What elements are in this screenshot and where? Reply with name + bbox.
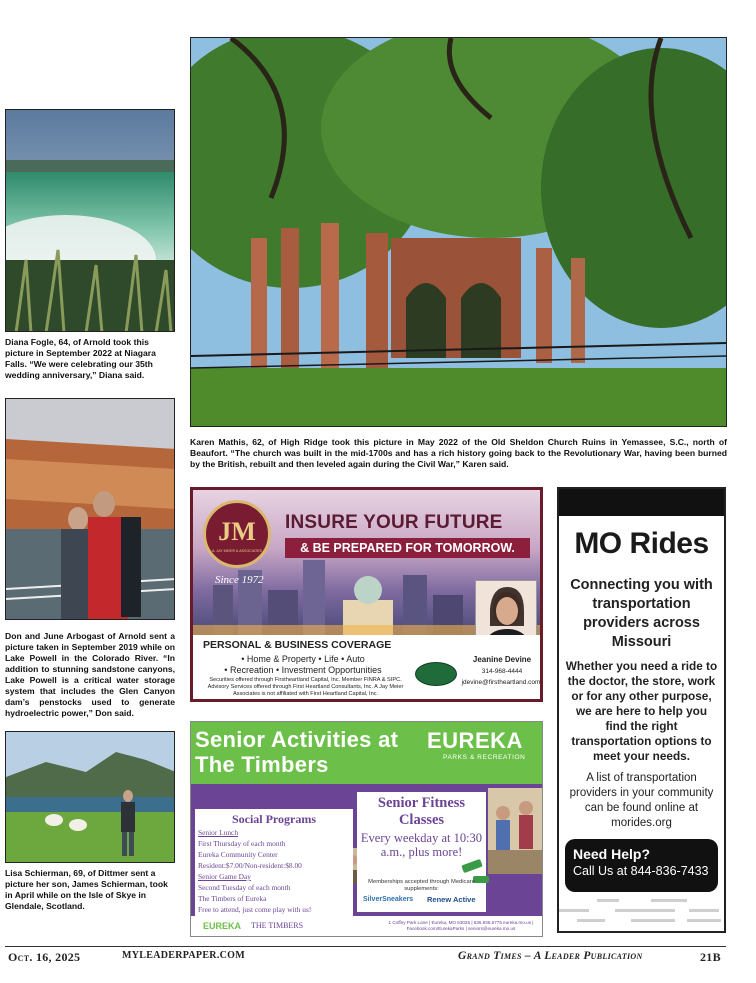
- senior-lunch-when: First Thursday of each month: [198, 839, 286, 848]
- social-heading: Social Programs: [231, 812, 317, 826]
- footer-eureka-logo: EUREKA: [203, 921, 242, 931]
- social-programs-box: [195, 809, 353, 916]
- game-day-where: The Timbers of Eureka: [198, 894, 267, 903]
- niagara-caption: Diana Fogle, 64, of Arnold took this picture in September 2022 at Niagara Falls. “We were celebrating our 35th wedding anniversary,” Diana said.: [5, 337, 156, 380]
- jm-lines: [203, 654, 403, 676]
- mo-help-title: Need Help?: [573, 846, 651, 862]
- senior-activities-ad[interactable]: [190, 721, 543, 937]
- mo-body-website: A list of transportation providers in your community can be found online at morides.org: [569, 772, 714, 829]
- jm-fine-print: Securities offered through Firstheartland Capital, Inc. Member FINRA & SIPC. Advisory Services offered through First Heartland Consultants, Inc. A Jay Meier Associates is not affiliated with First Heartland Capital, Inc.: [207, 677, 404, 697]
- fitness-schedule: Every weekday at 10:30 a.m., plus more!: [360, 831, 483, 859]
- lake-powell-caption: Don and June Arbogast of Arnold sent a picture taken in September 2019 while on Lake Powell in the Colorado River. “In addition to stunning sandstone canyons, Lake Powell is a critical water storage system that includes the Glen Canyon dam’s penstocks used to generate hydroelectric power,” Don said.: [5, 631, 175, 718]
- award-badge-icon: [415, 662, 457, 686]
- mo-rides-ad[interactable]: [557, 487, 726, 933]
- road-divider: [615, 909, 675, 912]
- road-divider: [559, 909, 589, 912]
- jm-line2: • Recreation • Investment Opportunities: [224, 665, 382, 675]
- road-divider: [687, 919, 721, 922]
- renew-active-logo: Renew Active: [427, 895, 476, 904]
- mo-rides-logo: MO Rides: [574, 527, 709, 560]
- road-divider: [631, 919, 675, 922]
- senior-title: Senior Activities at The Timbers: [195, 727, 399, 777]
- jm-insurance-ad[interactable]: [190, 487, 543, 702]
- agent-phone[interactable]: 314-968-4444: [481, 668, 523, 675]
- jm-line1: • Home & Property • Life • Auto: [241, 654, 365, 664]
- mo-body: Whether you need a ride to the doctor, the store, work or for any other purpose, we are here to help you find the right transportation options to meet your needs.: [565, 659, 718, 763]
- senior-lunch-where: Eureka Community Center: [198, 850, 278, 859]
- game-day-when: Second Tuesday of each month: [198, 883, 291, 892]
- jm-logo-sub: A. JAY MEIER & ASSOCIATES: [212, 549, 262, 553]
- agent-email[interactable]: jdevine@firstheartland.com: [461, 679, 541, 686]
- fitness-box: [357, 792, 486, 912]
- jm-subhead: & BE PREPARED FOR TOMORROW.: [285, 538, 530, 558]
- senior-lunch-price: Resident:$7.00/Non-resident:$8.00: [198, 861, 302, 870]
- mo-help-box[interactable]: [565, 839, 718, 892]
- senior-footer: [191, 916, 543, 937]
- footer-rule: [5, 946, 726, 947]
- eureka-logo: EUREKA: [427, 728, 523, 753]
- mo-headline: Connecting you with transportation providers across Missouri: [570, 577, 713, 650]
- church-ruins-photo: [190, 37, 727, 427]
- footer-publication: Grand Times – A Leader Publication: [458, 950, 643, 962]
- footer-date: Oct. 16, 2025: [8, 950, 81, 964]
- isle-of-skye-photo: [5, 731, 175, 863]
- road-divider: [597, 899, 619, 902]
- jm-coverage: PERSONAL & BUSINESS COVERAGE: [203, 639, 392, 651]
- mo-help-phone[interactable]: Call Us at 844-836-7433: [573, 864, 709, 878]
- eureka-parks-label: PARKS & RECREATION: [443, 754, 526, 761]
- niagara-falls-photo: [5, 109, 175, 332]
- memberships-note: Memberships accepted through Medicare supplements:: [368, 879, 475, 892]
- senior-address: 1 Coffey Park Lane | Eureka, MO 63025 | 636.938.6775 eureka.mo.us | Facebook.com/EurekaParks | seniors@eureka.mo.us: [388, 920, 534, 931]
- jm-since: Since 1972: [215, 574, 264, 586]
- game-day-title: Senior Game Day: [198, 872, 251, 881]
- dumbbell-icon: [461, 859, 483, 873]
- jm-headline: INSURE YOUR FUTURE: [285, 512, 503, 533]
- fitness-heading: Senior Fitness Classes: [377, 795, 466, 828]
- skye-caption: Lisa Schierman, 69, of Dittmer sent a picture her son, James Schierman, took in April while on the Isle of Skye in Glendale, Scotland.: [5, 868, 168, 911]
- jm-logo: JM A. JAY MEIER & ASSOCIATES: [203, 500, 271, 568]
- road-divider: [689, 909, 719, 912]
- mo-top-band: [559, 489, 724, 516]
- agent-name: Jeanine Devine: [472, 655, 532, 664]
- road-divider: [577, 919, 605, 922]
- footer-timbers-logo: THE TIMBERS: [251, 921, 304, 930]
- jm-info-panel: [193, 635, 540, 699]
- lake-powell-photo: [5, 398, 175, 620]
- footer-site[interactable]: MYLEADERPAPER.COM: [122, 950, 245, 961]
- church-caption: Karen Mathis, 62, of High Ridge took this picture in May 2022 of the Old Sheldon Church Ruins in Yemassee, S.C., north of Beaufort. “The church was built in the mid-1700s and has a rich history going back to the Revolutionary War, having been burned by the British, rebuilt and then leveled again during the Civil War,” Karen said.: [190, 437, 727, 469]
- silversneakers-logo: SilverSneakers: [363, 896, 414, 903]
- road-divider: [651, 899, 687, 902]
- senior-lunch-title: Senior Lunch: [198, 828, 239, 837]
- footer-page-number: 21B: [700, 950, 721, 964]
- game-day-note: Free to attend, just come play with us!: [198, 905, 312, 914]
